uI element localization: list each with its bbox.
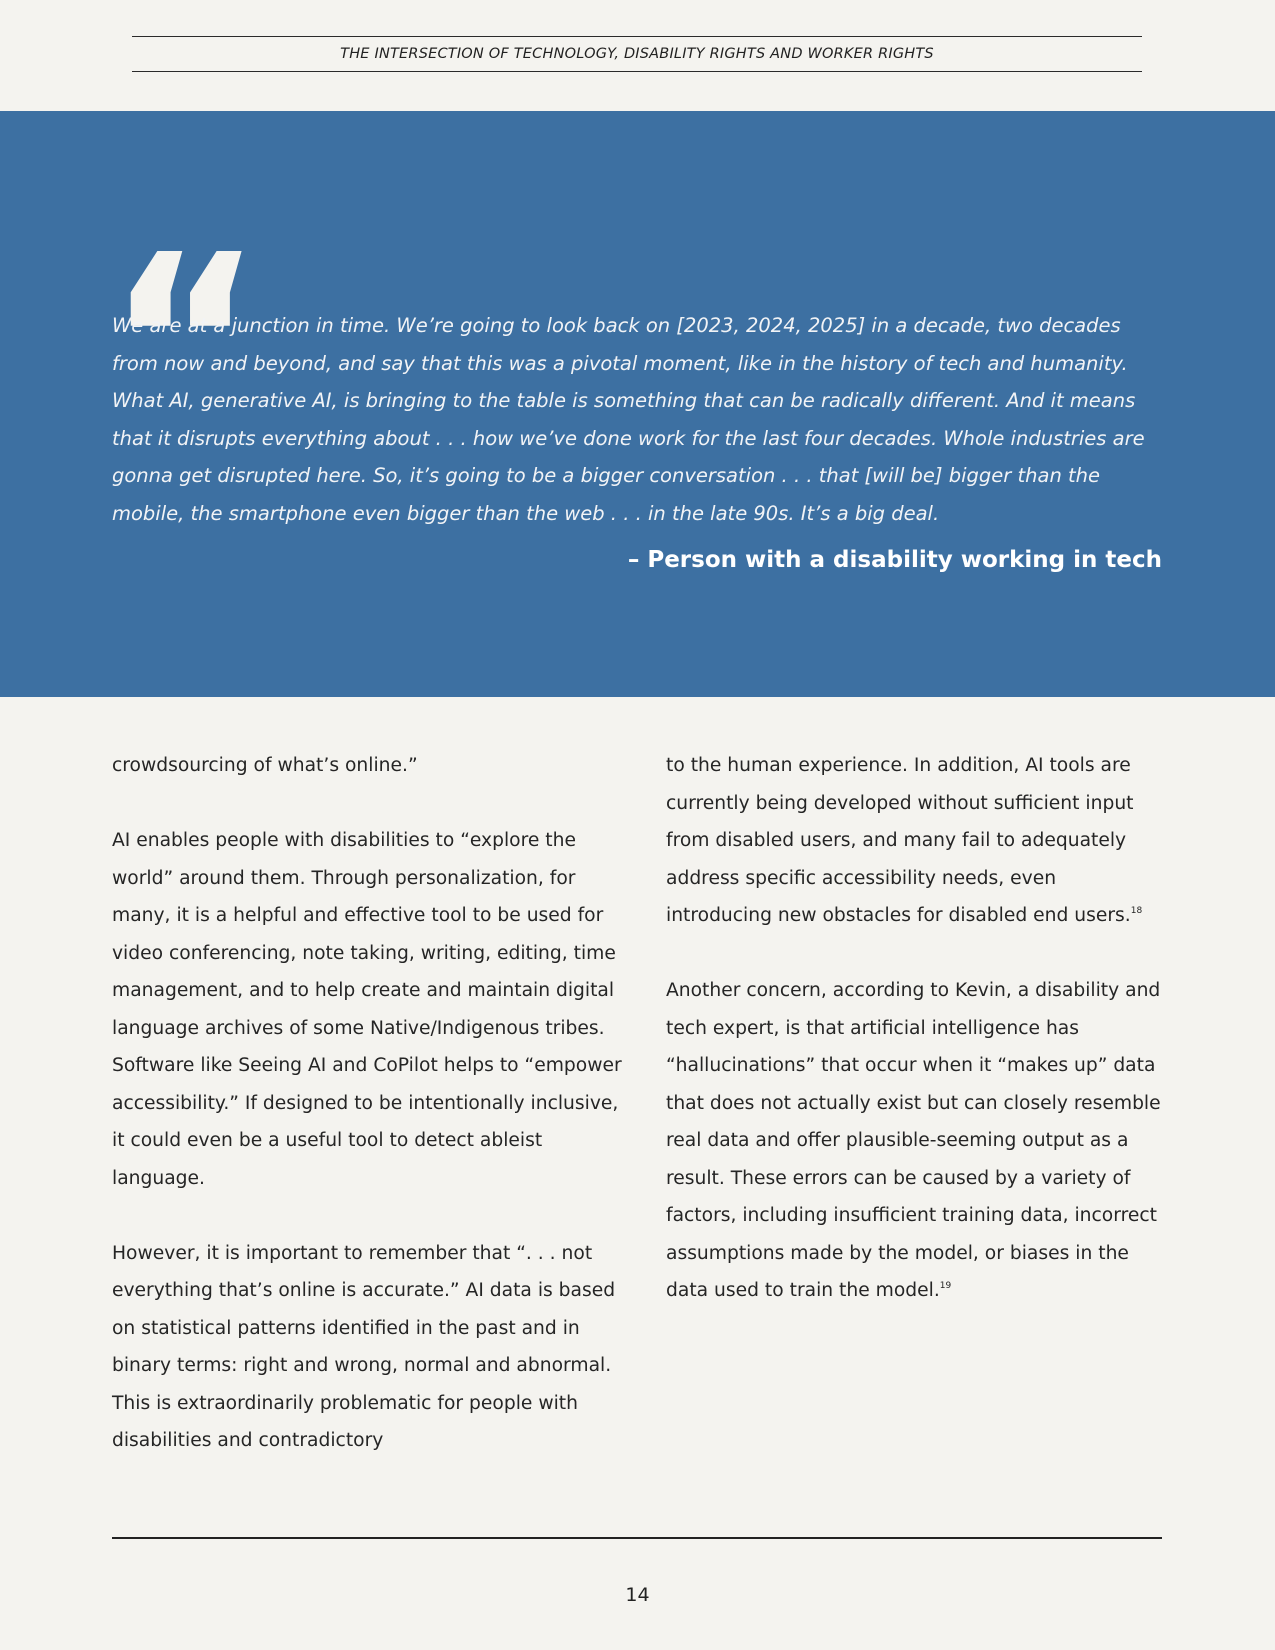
- quote-attribution: – Person with a disability working in tech: [627, 547, 1162, 573]
- quote-mark-icon: “: [106, 203, 264, 483]
- header-title: THE INTERSECTION OF TECHNOLOGY, DISABILITY RIGHTS AND WORKER RIGHTS: [340, 46, 934, 62]
- right-paragraph-2: [666, 972, 1166, 1310]
- quote-panel: [0, 111, 1275, 697]
- left-paragraph-3: However, it is important to remember that “. . . not everything that’s online is accurate.” AI data is based on statistical patterns identified in the past and in binary terms: right and wrong, normal and abnormal. This is extraordinarily problematic for people with disabilities and contradictory: [112, 1242, 616, 1451]
- right-paragraph-2-text: Another concern, according to Kevin, a disability and tech expert, is that artificial intelligence has “hallucinations” that occur when it “makes up” data that does not actually exist but can closely resemble real data and offer plausible-seeming output as a result. These errors can be caused by a variety of factors, including insufficient training data, incorrect assumptions made by the model, or biases in the data used to train the model.: [666, 980, 1161, 1301]
- right-paragraph-1: [666, 747, 1166, 935]
- footnote-ref-19: 19: [939, 1281, 952, 1291]
- left-paragraph-1: crowdsourcing of what’s online.”: [112, 755, 418, 776]
- right-paragraph-1-text: to the human experience. In addition, AI tools are currently being developed without sufficient input from disabled users, and many fail to adequately address specific accessibility needs, even introducing new obstacles for disabled end users.: [666, 755, 1134, 926]
- footer-rule: [112, 1537, 1162, 1539]
- body-column-right: [666, 747, 1166, 1310]
- left-paragraph-2: AI enables people with disabilities to “explore the world” around them. Through personalization, for many, it is a helpful and effective tool to be used for video conferencing, note taking, writing, editing, time management, and to help create and maintain digital language archives of some Native/Indigenous tribes. Software like Seeing AI and CoPilot helps to “empower accessibility.” If designed to be intentionally inclusive, it could even be a useful tool to detect ableist language.: [112, 830, 622, 1189]
- body-column-left: [112, 747, 632, 1460]
- page-number: 14: [625, 1584, 650, 1606]
- footnote-ref-18: 18: [1130, 906, 1143, 916]
- quote-text: We are at a junction in time. We’re going to look back on [2023, 2024, 2025] in a decade, two decades from now and beyond, and say that this was a pivotal moment, like in the history of tech and humanity. What AI, generative AI, is bringing to the table is something that can be radically different. And it means that it disrupts everything about . . . how we’ve done work for the last four decades. Whole industries are gonna get disrupted here. So, it’s going to be a bigger conversation . . . that [will be] bigger than the mobile, the smartphone even bigger than the web . . . in the late 90s. It’s a big deal.: [112, 314, 1145, 525]
- running-header: [132, 36, 1142, 72]
